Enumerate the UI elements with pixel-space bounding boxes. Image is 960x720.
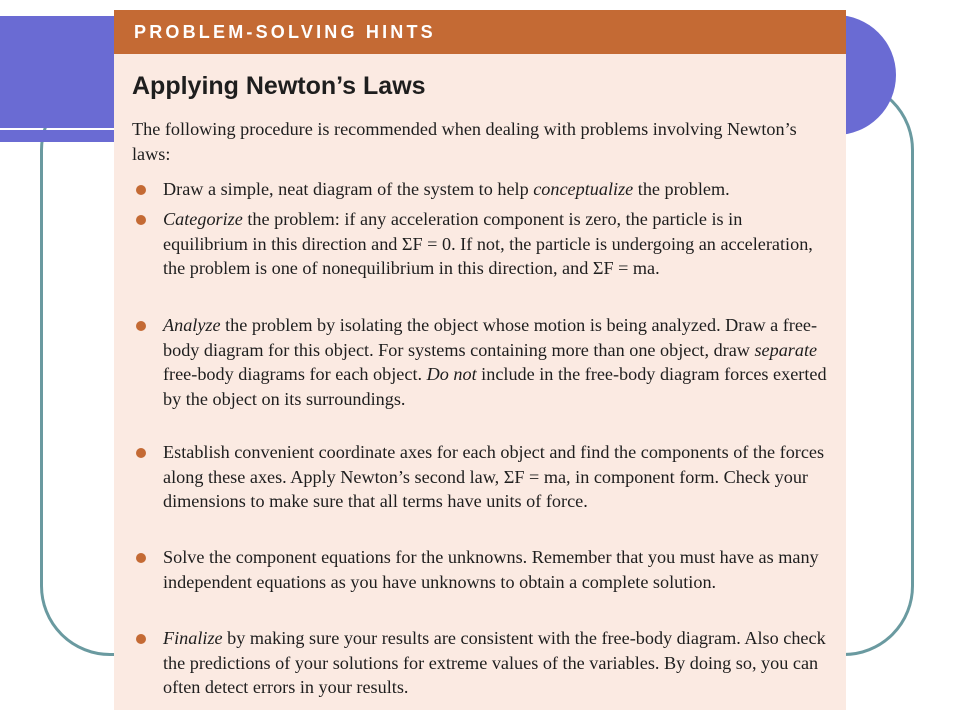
- hint-text: the problem by isolating the object whose motion is being analyzed. Draw a free-body diagram for this object. For systems containing more than one object, draw: [163, 315, 818, 360]
- hint-item-coordinate-axes: [163, 440, 831, 514]
- hint-text: by making sure your results are consistent with the free-body diagram. Also check the predictions of your solutions for extreme values of the variables. By doing so, you can often detect errors in your results.: [163, 628, 826, 697]
- hint-emphasis: conceptualize: [533, 179, 634, 199]
- hints-title: Applying Newton’s Laws: [132, 72, 426, 100]
- hint-item-finalize: [163, 626, 831, 700]
- hint-text: free-body diagrams for each object.: [163, 364, 427, 384]
- bullet-dot-icon: [136, 185, 146, 195]
- bullet-dot-icon: [136, 321, 146, 331]
- hint-text: the problem.: [633, 179, 730, 199]
- hint-emphasis: Analyze: [163, 315, 221, 335]
- hint-text: the problem: if any acceleration component is zero, the particle is in equilibrium in this direction and ΣF = 0. If not, the particle is undergoing an acceleration, the problem is one of nonequilibrium in this direction, and ΣF = ma.: [163, 209, 813, 278]
- slide-divider-rule: [0, 130, 120, 142]
- bullet-dot-icon: [136, 215, 146, 225]
- hint-text: Solve the component equations for the unknowns. Remember that you must have as many independent equations as you have unknowns to obtain a complete solution.: [163, 547, 819, 592]
- hint-text: Draw a simple, neat diagram of the system to help: [163, 179, 534, 199]
- hint-emphasis: Finalize: [163, 628, 223, 648]
- bullet-dot-icon: [136, 448, 146, 458]
- hint-item-conceptualize: [163, 177, 831, 202]
- hint-emphasis: Do not: [426, 364, 477, 384]
- hint-emphasis: Categorize: [163, 209, 243, 229]
- hints-intro: The following procedure is recommended when dealing with problems involving Newton’s laws:: [132, 119, 797, 164]
- hint-text: include in the free-body diagram forces exerted by the object on its surroundings.: [163, 364, 827, 409]
- bullet-dot-icon: [136, 553, 146, 563]
- hints-header-bar: [114, 10, 846, 54]
- hint-item-categorize: [163, 207, 831, 281]
- hint-item-analyze: [163, 313, 831, 411]
- hints-panel: [114, 10, 846, 710]
- bullet-dot-icon: [136, 634, 146, 644]
- hint-item-solve: [163, 545, 831, 594]
- hint-emphasis: separate: [754, 339, 818, 360]
- hints-header-label: PROBLEM-SOLVING HINTS: [134, 22, 436, 42]
- hint-text: Establish convenient coordinate axes for each object and find the components of the forces along these axes. Apply Newton’s second law, ΣF = ma, in component form. Check your dimensions to make sure that all terms have units of force.: [163, 442, 825, 511]
